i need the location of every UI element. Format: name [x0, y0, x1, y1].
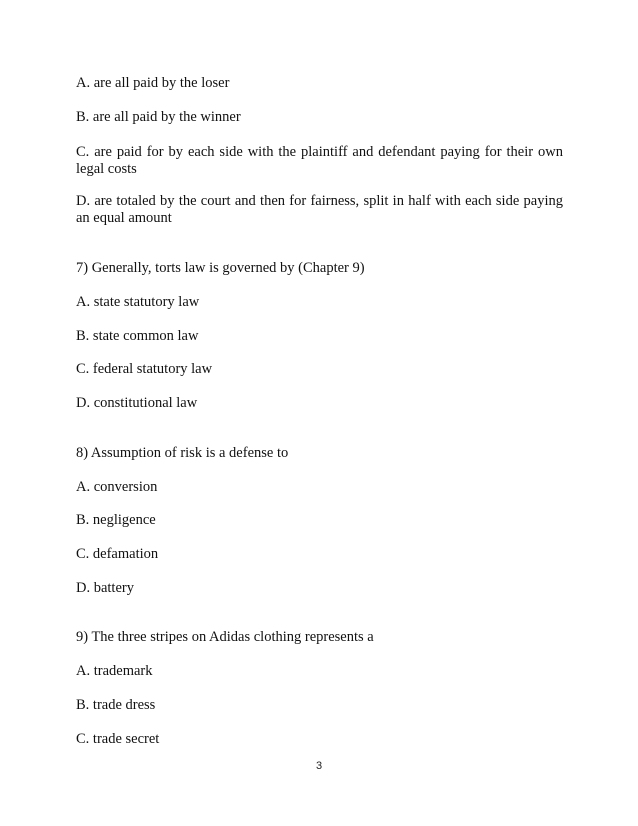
- question-7-option-b: B. state common law: [76, 328, 199, 344]
- option-d-split: D. are totaled by the court and then for fairness, split in half with each side paying an equal amount: [76, 193, 563, 226]
- question-7-option-c: C. federal statutory law: [76, 361, 213, 377]
- question-7-option-d: D. constitutional law: [76, 395, 198, 411]
- question-8-option-c: C. defamation: [76, 546, 159, 562]
- question-9-option-a: A. trademark: [76, 663, 153, 679]
- option-a-loser: A. are all paid by the loser: [76, 75, 230, 91]
- question-8-option-d: D. battery: [76, 580, 134, 596]
- page-number: 3: [315, 760, 323, 772]
- option-b-winner: B. are all paid by the winner: [76, 109, 241, 125]
- question-7-option-a: A. state statutory law: [76, 294, 200, 310]
- question-8-option-b: B. negligence: [76, 512, 156, 528]
- question-7-prompt: 7) Generally, torts law is governed by (Chapter 9): [76, 260, 365, 276]
- question-8-prompt: 8) Assumption of risk is a defense to: [76, 445, 289, 461]
- question-9-option-c: C. trade secret: [76, 731, 160, 747]
- question-8-option-a: A. conversion: [76, 479, 158, 495]
- question-9-prompt: 9) The three stripes on Adidas clothing represents a: [76, 629, 374, 645]
- option-c-each-side: C. are paid for by each side with the plaintiff and defendant paying for their own legal costs: [76, 144, 563, 177]
- question-9-option-b: B. trade dress: [76, 697, 156, 713]
